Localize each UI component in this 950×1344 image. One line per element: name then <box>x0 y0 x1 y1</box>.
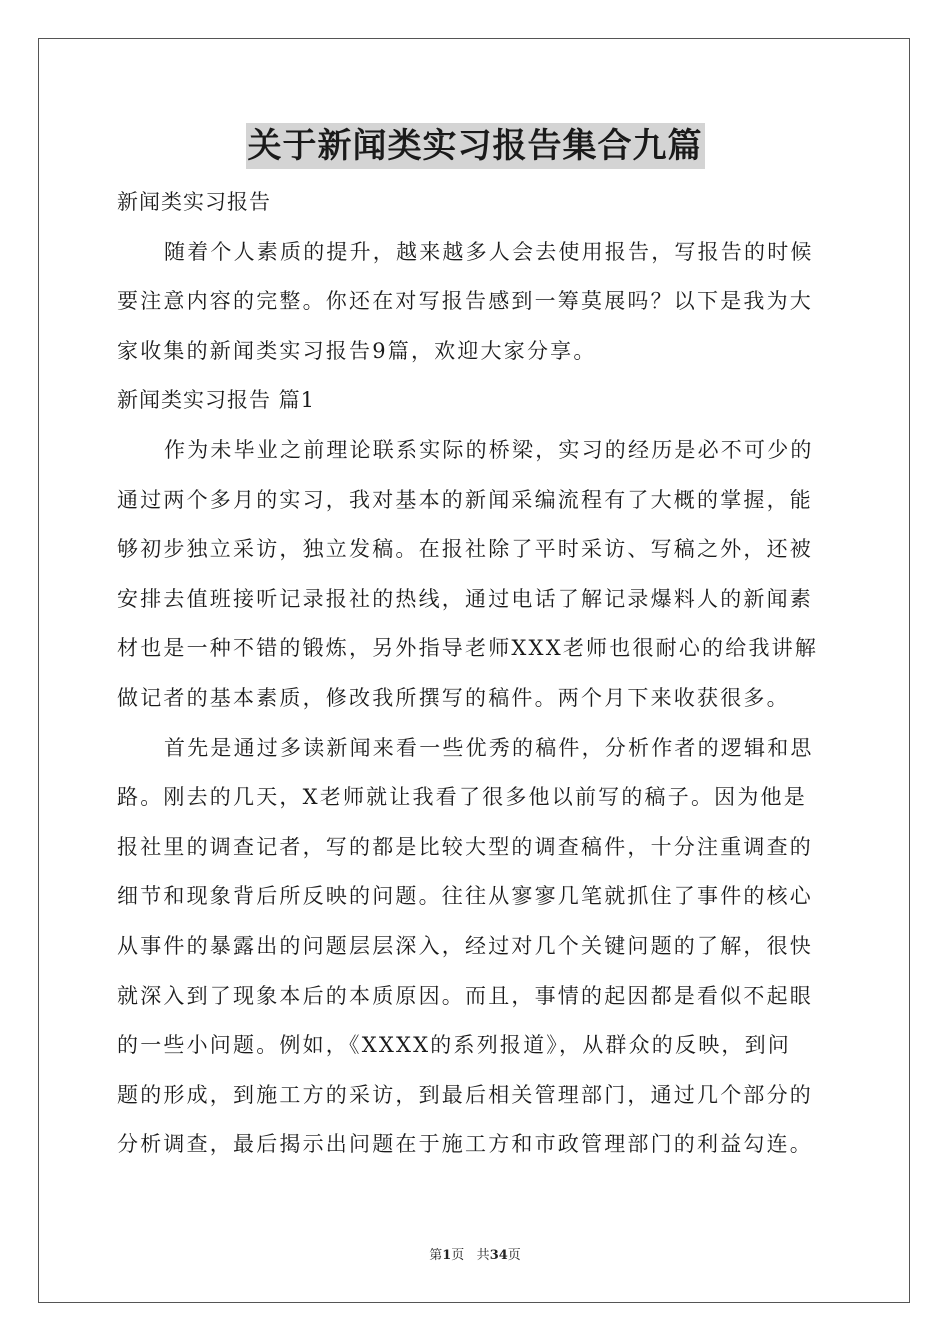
body-text-line: 随着个人素质的提升，越来越多人会去使用报告，写报告的时候 <box>164 239 814 264</box>
body-text-line: 做记者的基本素质，修改我所撰写的稿件。两个月下来收获很多。 <box>117 685 790 710</box>
body-text-line: 家收集的新闻类实习报告9篇，欢迎大家分享。 <box>117 338 597 363</box>
total-prefix: 共 <box>476 1248 490 1263</box>
body-text-line: 就深入到了现象本后的本质原因。而且，事情的起因都是看似不起眼 <box>117 983 813 1008</box>
body-text-line: 题的形成，到施工方的采访，到最后相关管理部门，通过几个部分的 <box>117 1082 813 1107</box>
page-prefix: 第 <box>429 1248 443 1263</box>
body-text-line: 的一些小问题。例如，《XXXX的系列报道》，从群众的反映，到问 <box>117 1033 791 1058</box>
body-text-line: 够初步独立采访，独立发稿。在报社除了平时采访、写稿之外，还被 <box>117 537 813 562</box>
total-suffix: 页 <box>507 1248 521 1263</box>
body-text-line: 材也是一种不错的锻炼，另外指导老师XXX老师也很耐心的给我讲解 <box>117 636 819 661</box>
title-container <box>0 123 950 169</box>
body-text-line: 首先是通过多读新闻来看一些优秀的稿件，分析作者的逻辑和思 <box>164 735 814 760</box>
body-text-line: 通过两个多月的实习，我对基本的新闻采编流程有了大概的掌握，能 <box>117 487 813 512</box>
section-heading: 新闻类实习报告 <box>117 190 271 214</box>
page-number: 1 <box>442 1248 452 1263</box>
body-text-line: 要注意内容的完整。你还在对写报告感到一筹莫展吗？以下是我为大 <box>117 289 813 314</box>
body-text-line: 分析调查，最后揭示出问题在于施工方和市政管理部门的利益勾连。 <box>117 1132 813 1157</box>
body-text-line: 路。刚去的几天，X老师就让我看了很多他以前写的稿子。因为他是 <box>117 785 807 810</box>
section-heading: 新闻类实习报告 篇1 <box>117 388 316 413</box>
body-text-line: 作为未毕业之前理论联系实际的桥梁，实习的经历是必不可少的 <box>164 437 814 462</box>
document-body <box>117 178 833 1170</box>
total-pages: 34 <box>489 1248 508 1263</box>
page-suffix: 页 <box>451 1248 465 1263</box>
body-text-line: 从事件的暴露出的问题层层深入，经过对几个关键问题的了解，很快 <box>117 933 813 958</box>
page-footer <box>0 1244 950 1263</box>
body-text-line: 细节和现象背后所反映的问题。往往从寥寥几笔就抓住了事件的核心 <box>117 884 813 909</box>
document-title: 关于新闻类实习报告集合九篇 <box>246 123 705 169</box>
body-text-line: 安排去值班接听记录报社的热线，通过电话了解记录爆料人的新闻素 <box>117 586 813 611</box>
body-text-line: 报社里的调查记者，写的都是比较大型的调查稿件，十分注重调查的 <box>117 834 813 859</box>
